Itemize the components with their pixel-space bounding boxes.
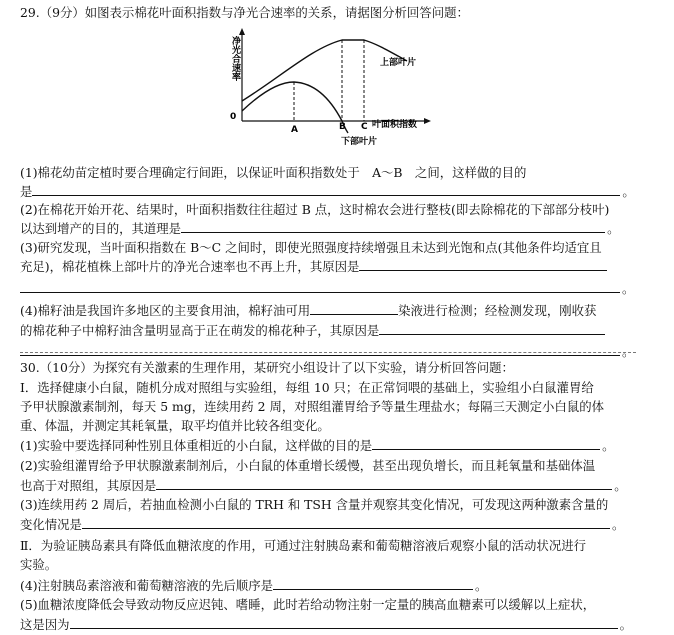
point-a-label: A [291, 125, 298, 135]
q30-answer-blank-1[interactable] [372, 437, 600, 450]
q29-p1-period: 。 [622, 184, 635, 199]
q30-q3-prefix: 变化情况是 [20, 517, 82, 532]
q30-q5-line2 [20, 616, 632, 633]
q30-q2-line1: (2)实验组灌胃给予甲状腺激素制剂后，小白鼠的体重增长缓慢，甚至出现负增长，而且耗氧量和基础体温 [20, 458, 596, 473]
y-axis-label: 净光合速率 [230, 36, 240, 81]
y-axis-arrow [239, 28, 245, 35]
q29-p3-line3 [20, 280, 634, 297]
q30-q5-period: 。 [619, 617, 632, 632]
q29-p1-prefix: 是 [20, 184, 33, 199]
q30-q2-line2 [20, 477, 627, 494]
q29-answer-blank-5[interactable] [379, 322, 605, 335]
q30-header: 30.（10分）为探究有关激素的生理作用，某研究小组设计了以下实验，请分析回答问题： [20, 360, 514, 375]
q29-header: 29.（9分）如图表示棉花叶面积指数与净光合速率的关系，请据图分析回答问题： [20, 5, 469, 20]
q29-p3-prefix: 充足)，棉花植株上部叶片的净光合速率也不再上升，其原因是 [20, 259, 360, 274]
q30-q3-line1: (3)连续用药 2 周后，若抽血检测小白鼠的 TRH 和 TSH 含量并观察其变化情况，可发现这两种激素含量的 [20, 497, 609, 512]
x-axis-arrow [424, 118, 431, 124]
q29-p2-line1: (2)在棉花开始开花、结果时，叶面积指数往往超过 B 点，这时棉农会进行整枝(即去除棉花的下部部分枝叶) [20, 202, 610, 217]
lower-leaf-label: 下部叶片 [341, 137, 378, 147]
q30-q1-text: (1)实验中要选择同种性别且体重相近的小白鼠，这样做的目的是 [20, 438, 373, 453]
q30-ii-line1: Ⅱ．为验证胰岛素具有降低血糖浓度的作用，可通过注射胰岛素和葡萄糖溶液后观察小鼠的活动状况进行 [20, 538, 586, 553]
q29-p4-period: 。 [622, 344, 635, 359]
q30-q3-period: 。 [611, 517, 625, 532]
q30-q5-line1: (5)血糖浓度降低会导致动物反应迟钝、嗜睡，此时若给动物注射一定量的胰高血糖素可以缓解以上症状， [20, 597, 596, 612]
point-b-label: B [339, 122, 346, 132]
q29-answer-blank-2[interactable] [181, 220, 605, 233]
q29-p2-line2 [20, 220, 619, 237]
q30-q1-line [20, 437, 615, 454]
q30-i-line3: 重、体温，并测定其耗氧量，取平均值并比较各组变化。 [20, 418, 330, 433]
q30-answer-blank-5[interactable] [70, 616, 618, 629]
q30-ii-line2: 实验。 [20, 557, 58, 572]
q29-p4-line2 [20, 322, 605, 339]
q30-answer-blank-4[interactable] [273, 577, 473, 590]
q30-answer-blank-3[interactable] [82, 516, 610, 529]
origin-label: 0 [230, 112, 237, 122]
q30-i-line2: 予甲状腺激素制剂，每天 5 mg，连续用药 2 周，对照组灌胃给予等量生理盐水；每隔三天测定小白鼠的体 [20, 399, 604, 414]
q30-q4-period: 。 [474, 578, 488, 593]
q29-p4-text2: 的棉花种子中棉籽油含量明显高于正在萌发的棉花种子，其原因是 [20, 323, 380, 338]
q29-answer-blank-3[interactable] [359, 258, 607, 271]
q30-i-line1: Ⅰ．选择健康小白鼠，随机分成对照组与实验组，每组 10 只；在正常饲喂的基础上，实验组小白鼠灌胃给 [20, 380, 594, 395]
q29-answer-blank-3b[interactable] [20, 280, 620, 293]
q29-p3-line2 [20, 258, 607, 275]
q29-p4-line1 [20, 302, 596, 319]
q30-q2-period: 。 [614, 478, 627, 493]
q30-q2-prefix: 也高于对照组，其原因是 [20, 478, 157, 493]
q30-q5-prefix: 这是因为 [20, 617, 70, 632]
q29-p4-suffix: 染液进行检测；经检测发现，刚收获 [398, 303, 597, 318]
q29-answer-blank-5b[interactable] [20, 343, 620, 356]
leaf-area-photosynthesis-figure [222, 26, 442, 156]
q29-p2-prefix: 以达到增产的目的，其道理是 [20, 221, 182, 236]
q29-answer-blank-1[interactable] [32, 183, 620, 196]
point-c-label: C [361, 122, 368, 132]
q29-answer-blank-4[interactable] [310, 302, 398, 315]
q30-q1-period: 。 [602, 438, 615, 453]
q29-p3-period: 。 [622, 281, 635, 296]
x-axis-label: 叶面积指数 [372, 120, 418, 130]
section-divider [20, 352, 636, 353]
q30-q4-text: (4)注射胰岛素溶液和葡萄糖溶液的先后顺序是 [20, 578, 273, 593]
q29-p3-line1: (3)研究发现，当叶面积指数在 B～C 之间时，即使光照强度持续增强且未达到光饱和点(其他条件均适宜且 [20, 240, 602, 255]
upper-leaf-label: 上部叶片 [380, 58, 417, 68]
q30-q3-line2 [20, 516, 624, 533]
q30-answer-blank-2[interactable] [156, 477, 612, 490]
q29-p2-period: 。 [607, 221, 620, 236]
q30-q4-line [20, 577, 487, 594]
q29-p1-line1: (1)棉花幼苗定植时要合理确定行间距，以保证叶面积指数处于 A～B 之间，这样做的目的 [20, 165, 527, 180]
q29-p4-prefix: (4)棉籽油是我国许多地区的主要食用油，棉籽油可用 [20, 303, 311, 318]
q29-p1-line2 [20, 183, 635, 200]
